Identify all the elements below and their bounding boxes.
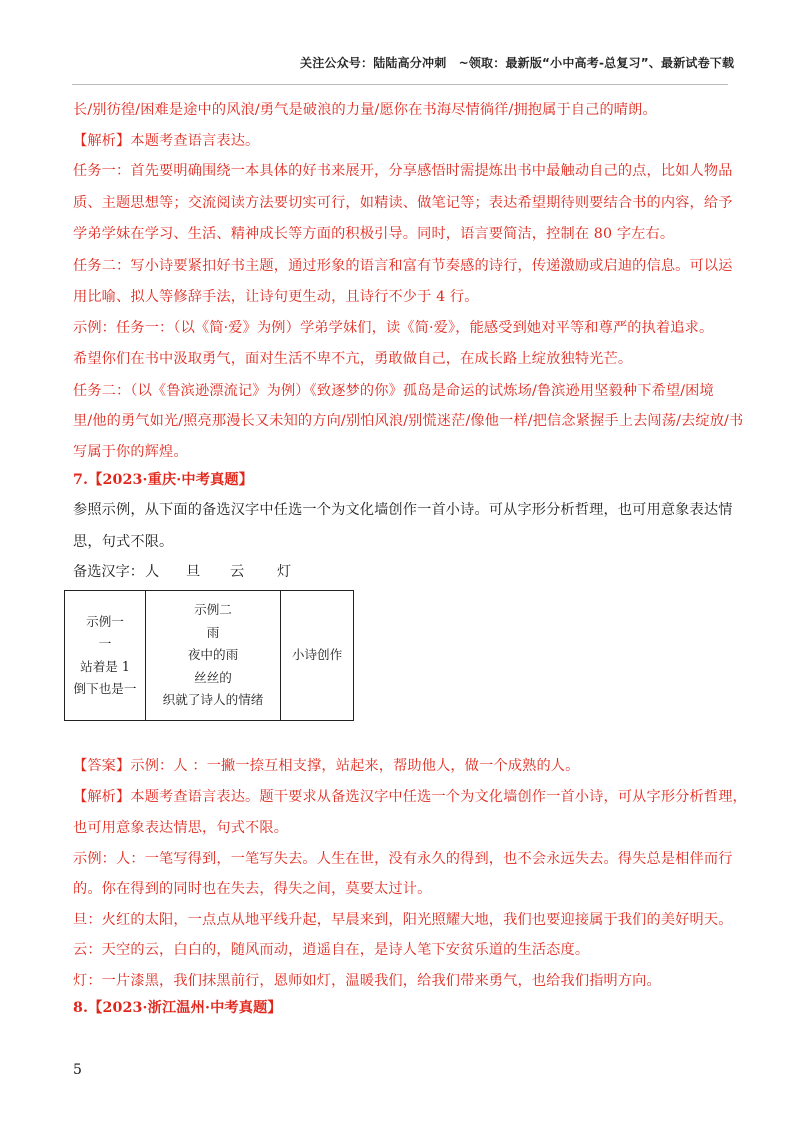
example-line: 写属于你的辉煌。 <box>73 444 188 460</box>
question-7-title: 7.【2023·重庆·中考真题】 <box>73 472 254 488</box>
example-line: 灯：一片漆黑，我们抹黑前行，恩师如灯，温暖我们，给我们带来勇气，也给我们指明方向。 <box>73 973 661 989</box>
example-line: 希望你们在书中汲取勇气，面对生活不卑不亢，勇敢做自己，在成长路上绽放独特光芒。 <box>73 351 633 367</box>
poem-creation-label: 小诗创作 <box>291 647 343 663</box>
page-number: 5 <box>73 1062 82 1078</box>
header-divider <box>72 84 728 85</box>
question-7-prompt: 思，句式不限。 <box>73 534 174 550</box>
example-line: 示例：人：一笔写得到，一笔写失去。人生在世，没有永久的得到，也不会永远失去。得失总是相伴而行 <box>73 851 733 867</box>
candidate-char: 旦 <box>186 564 201 580</box>
analysis-line: 用比喻、拟人等修辞手法，让诗句更生动，且诗行不少于 4 行。 <box>73 289 479 305</box>
page-header: 关注公众号：陆陆高分冲刺 ~领取：最新版“小中高考-总复习”、最新试卷下载 <box>300 56 735 70</box>
analysis-heading: 【解析】本题考查语言表达。 <box>73 133 260 149</box>
analysis-line: 学弟学妹在学习、生活、精神成长等方面的积极引导。同时，语言要简洁，控制在 80 字左右。 <box>73 226 675 242</box>
analysis-line: 任务一：首先要明确围绕一本具体的好书来展开，分享感悟时需提炼出书中最触动自己的点，比如人物品 <box>73 163 733 179</box>
example-one-heading: 示例一 <box>86 613 124 629</box>
candidate-char: 云 <box>230 564 245 580</box>
analysis-line: 质、主题思想等；交流阅读方法要切实可行，如精读、做笔记等；表达希望期待则要结合书的内容，给予 <box>73 195 733 211</box>
poem-creation-cell <box>281 591 354 721</box>
example-line: 任务二：（以《鲁滨逊漂流记》为例）《致逐梦的你》孤岛是命运的试炼场/鲁滨逊用坚毅种下希望/困境 <box>73 383 714 399</box>
example-line: 里/他的勇气如光/照亮那漫长又未知的方向/别怕风浪/别慌迷茫/像他一样/把信念紧握手上去闯荡/去绽放/书 <box>73 413 744 429</box>
example-one-poem-line: 一 <box>98 636 112 651</box>
question-7-prompt: 参照示例，从下面的备选汉字中任选一个为文化墙创作一首小诗。可从字形分析哲理，也可用意象表达情 <box>73 502 733 518</box>
example-two-poem-line: 丝丝的 <box>194 669 232 685</box>
candidate-char: 灯 <box>277 564 292 580</box>
analysis-line: 也可用意象表达情思，句式不限。 <box>73 820 289 836</box>
candidates-label: 备选汉字： <box>73 564 144 580</box>
answer-line-1: 长/别彷徨/困难是途中的风浪/勇气是破浪的力量/愿你在书海尽情徜徉/拥抱属于自己的晴朗。 <box>73 102 657 118</box>
example-line: 旦：火红的太阳，一点点从地平线升起，早晨来到，阳光照耀大地，我们也要迎接属于我们的美好明天。 <box>73 912 733 928</box>
analysis-line: 任务二：写小诗要紧扣好书主题，通过形象的语言和富有节奏感的诗行，传递激励或启迪的信息。可以运 <box>73 258 733 274</box>
candidate-char: 人 <box>145 564 160 580</box>
example-table <box>64 590 354 721</box>
example-two-poem-line: 织就了诗人的情绪 <box>162 692 264 708</box>
analysis-line: 【解析】本题考查语言表达。题干要求从备选汉字中任选一个为文化墙创作一首小诗，可从字形分析哲理， <box>73 789 747 805</box>
example-line: 的。你在得到的同时也在失去，得失之间，莫要太过计。 <box>73 881 432 897</box>
example-one-cell <box>65 591 146 721</box>
example-line: 云：天空的云，白白的，随风而动，逍遥自在，是诗人笔下安贫乐道的生活态度。 <box>73 942 590 958</box>
question-8-title: 8.【2023·浙江温州·中考真题】 <box>73 1000 282 1016</box>
example-two-poem-line: 夜中的雨 <box>187 647 239 663</box>
example-line: 示例：任务一：（以《简·爱》为例）学弟学妹们，读《简·爱》，能感受到她对平等和尊严的执着追求。 <box>73 320 714 336</box>
example-two-poem-line: 雨 <box>206 624 220 640</box>
example-two-cell <box>146 591 281 721</box>
answer-line: 【答案】示例：人 ：一撇一捺互相支撑，站起来，帮助他人，做一个成熟的人。 <box>73 758 580 774</box>
example-one-poem-line: 站着是 1 <box>80 658 130 674</box>
example-one-poem-line: 倒下也是一 <box>73 681 137 696</box>
example-two-heading: 示例二 <box>194 602 232 618</box>
